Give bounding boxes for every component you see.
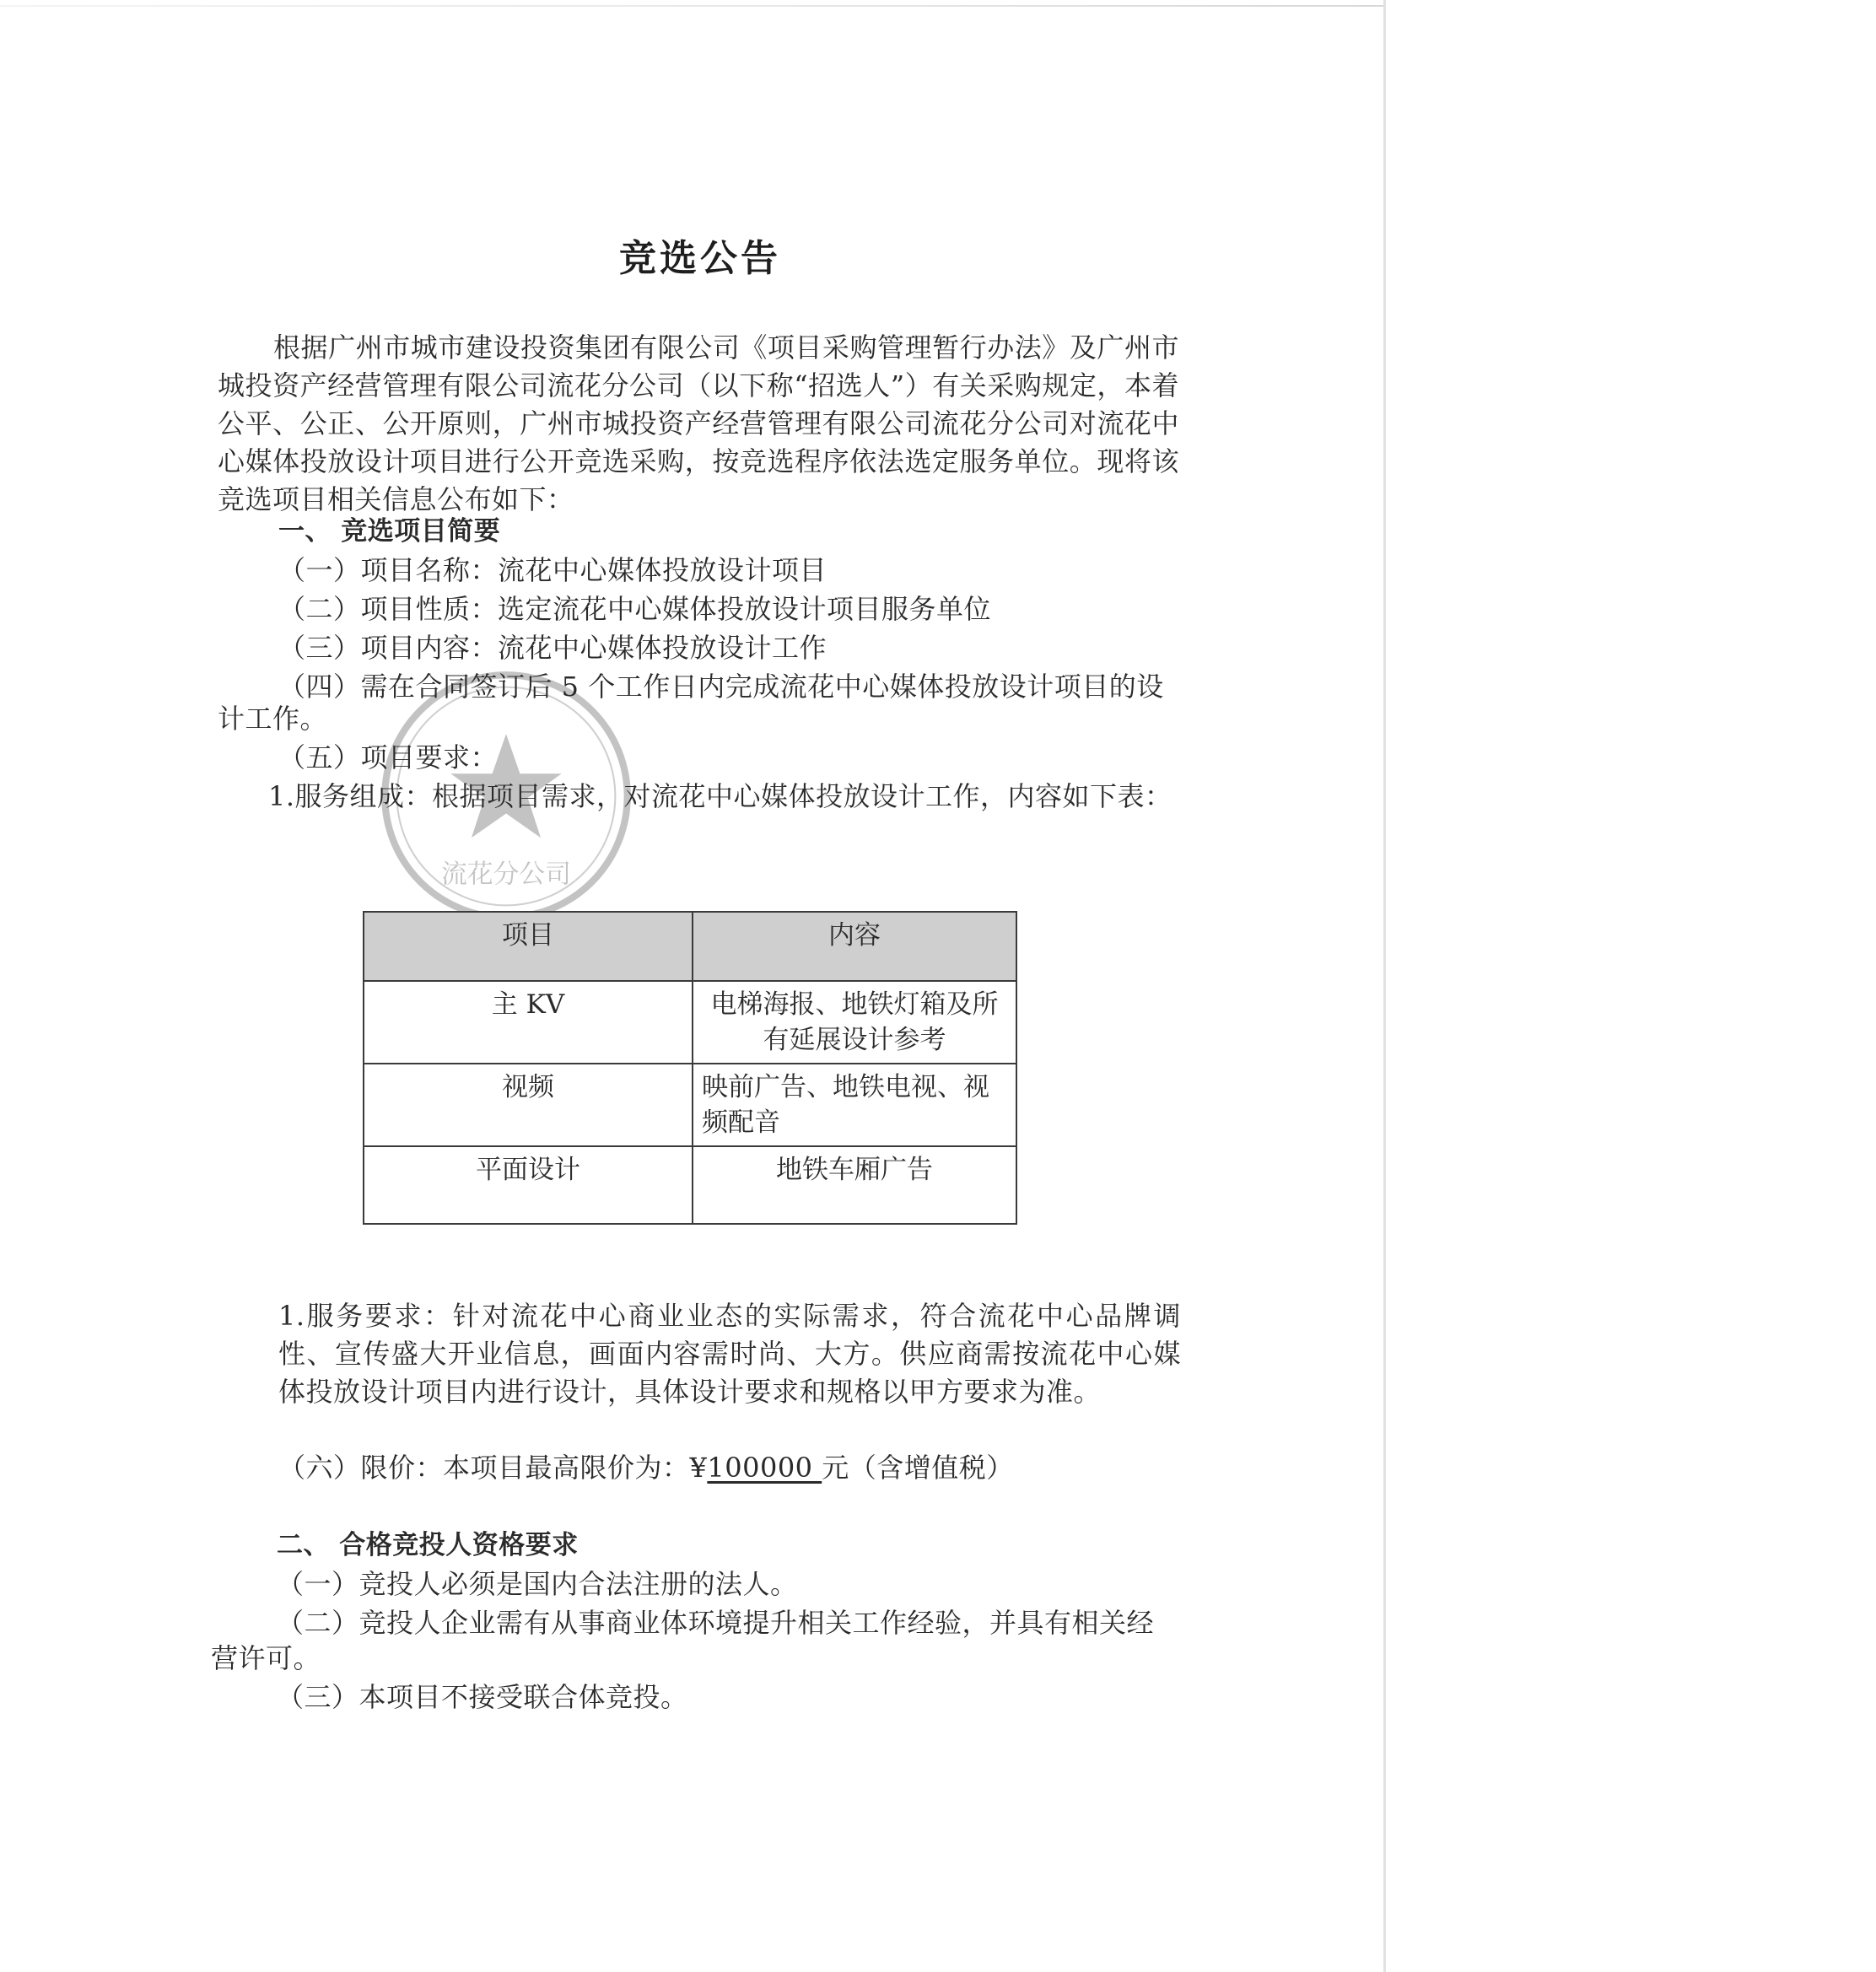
table-cell-item: 视频 [364,1064,693,1146]
section1-item4-line1: （四）需在合同签订后 5 个工作日内完成流花中心媒体投放设计项目的设 [278,671,1164,703]
svg-text:流花分公司: 流花分公司 [441,859,571,890]
table-cell-item: 主 KV [364,981,693,1064]
section1-item1: （一）项目名称：流花中心媒体投放设计项目 [278,554,827,586]
scan-edge-top [0,5,1383,7]
section1-heading: 一、 竞选项目简要 [278,516,501,547]
section2-item3: （三）本项目不接受联合体竞投。 [277,1681,688,1713]
section2-item2-line2: 营许可。 [211,1642,321,1674]
section1-item5: （五）项目要求： [278,741,499,773]
table-header-item: 项目 [364,912,693,981]
price-limit-amount: 100000 [707,1452,822,1484]
section2-heading: 二、 合格竞投人资格要求 [277,1530,579,1560]
table-row [364,1064,1016,1146]
table-row [364,1146,1016,1224]
table-row [364,981,1016,1064]
service-requirement: 1.服务要求：针对流花中心商业业态的实际需求，符合流花中心品牌调性、宣传盛大开业信息，画面内容需时尚、大方。供应商需按流花中心媒体投放设计项目内进行设计，具体设计要求和规格以甲方要求为准。 [278,1300,1181,1408]
table-cell-content: 电梯海报、地铁灯箱及所有延展设计参考 [693,981,1016,1064]
section1-item2: （二）项目性质：选定流花中心媒体投放设计项目服务单位 [278,593,992,625]
price-limit [278,1449,1014,1487]
table-header-content: 内容 [693,912,1016,981]
intro-paragraph: 根据广州市城市建设投资集团有限公司《项目采购管理暂行办法》及广州市城投资产经营管理有限公司流花分公司（以下称“招选人”）有关采购规定，本着公平、公正、公开原则，广州市城投资产经营管理有限公司流花分公司对流花中心媒体投放设计项目进行公开竞选采购，按竞选程序依法选定服务单位。现将该竞选项目相关信息公布如下： [218,331,1179,515]
service-table [363,911,1017,1225]
section2-item2-line1: （二）竞投人企业需有从事商业体环境提升相关工作经验，并具有相关经 [277,1607,1155,1639]
table-cell-item: 平面设计 [364,1146,693,1224]
section2-item1: （一）竞投人必须是国内合法注册的法人。 [277,1568,798,1600]
section1-item4-line2: 计工作。 [218,703,328,735]
table-cell-content: 地铁车厢广告 [693,1146,1016,1224]
service-composition: 1.服务组成：根据项目需求，对流花中心媒体投放设计工作，内容如下表： [268,780,1172,812]
price-limit-prefix: （六）限价：本项目最高限价为：¥ [278,1452,708,1484]
page-title: 竞选公告 [619,237,781,280]
scan-edge-right [1383,0,1386,1972]
section1-item3: （三）项目内容：流花中心媒体投放设计工作 [278,632,827,664]
table-header-row [364,912,1016,981]
price-limit-suffix: 元（含增值税） [822,1452,1014,1484]
table-cell-content: 映前广告、地铁电视、视频配音 [693,1064,1016,1146]
